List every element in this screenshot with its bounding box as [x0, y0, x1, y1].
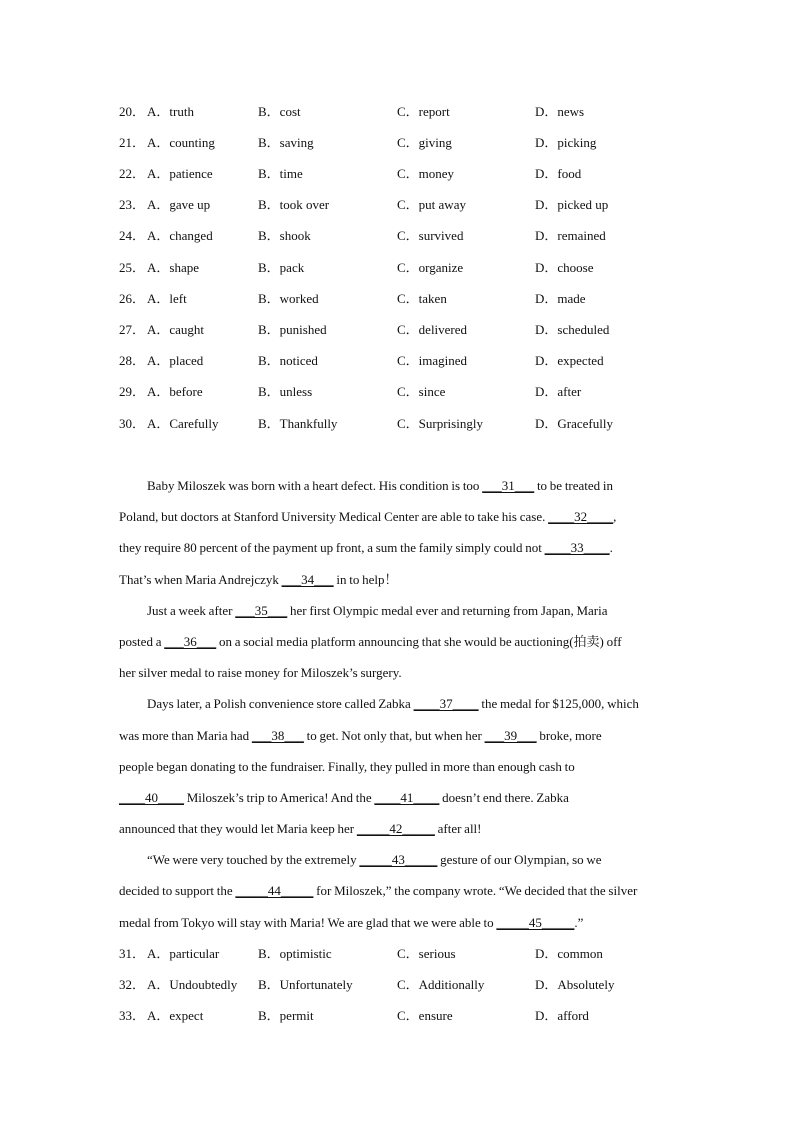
option-c: C．delivered [397, 322, 468, 337]
option-c: C．money [397, 166, 455, 181]
option-a: A．Carefully [147, 416, 219, 431]
option-d: D．Absolutely [535, 977, 615, 992]
passage-line [119, 757, 675, 788]
passage-line [119, 726, 675, 757]
option-a: A．caught [147, 322, 205, 337]
passage-text: doesn’t end there. Zabka [439, 789, 569, 805]
option-d: D．remained [535, 228, 606, 243]
passage-text: Just a week after [147, 602, 236, 618]
blank-36: ___36___ [164, 633, 217, 649]
blank-39: ___39___ [484, 727, 537, 743]
option-d: D．expected [535, 353, 604, 368]
option-a: A．before [147, 384, 203, 399]
option-a: A．expect [147, 1008, 204, 1023]
option-b: B．cost [258, 104, 301, 119]
option-b: B．worked [258, 291, 319, 306]
option-d: D．common [535, 946, 603, 961]
question-number: 26． [119, 291, 146, 306]
option-c: C．serious [397, 946, 456, 961]
option-b: B．pack [258, 260, 305, 275]
option-b: B．shook [258, 228, 311, 243]
passage-text: after all! [434, 821, 482, 837]
passage-text: her first Olympic medal ever and returning from Japan, Maria [287, 602, 608, 618]
passage-text: in to help！ [333, 571, 398, 587]
passage-text: gesture of our Olympian, so we [437, 852, 602, 868]
passage-text: Poland, but doctors at Stanford University Medical Center are able to take his case. [119, 509, 549, 525]
option-c: C．put away [397, 197, 466, 212]
option-a: A．shape [147, 260, 199, 275]
passage-line [119, 819, 675, 850]
option-a: A．left [147, 291, 187, 306]
question-number: 30． [119, 416, 146, 431]
option-c: C．survived [397, 228, 464, 243]
passage-line [119, 788, 675, 819]
option-b: B．noticed [258, 353, 318, 368]
passage-text: . [609, 540, 613, 556]
passage-line [119, 663, 675, 694]
question-number: 23． [119, 197, 146, 212]
option-d: D．news [535, 104, 585, 119]
blank-41: ____41____ [374, 789, 440, 805]
passage-line [119, 850, 675, 881]
blank-32: ____32____ [548, 509, 614, 525]
option-d: D．food [535, 166, 582, 181]
blank-42: _____42_____ [356, 821, 435, 837]
passage-text: , [613, 509, 617, 525]
option-c: C．report [397, 104, 450, 119]
passage-text: to be treated in [534, 478, 614, 493]
passage-text: her silver medal to raise money for Miloszek’s surgery. [119, 665, 402, 681]
question-number: 29． [119, 384, 146, 399]
passage-line [119, 881, 675, 912]
passage-line [119, 507, 675, 538]
passage-text: the medal for $125,000, which [478, 696, 639, 712]
option-b: B．Thankfully [258, 416, 338, 431]
option-c: C．giving [397, 135, 452, 150]
option-d: D．Gracefully [535, 416, 613, 431]
passage-text: people began donating to the fundraiser. Finally, they pulled in more than enough cash to [119, 758, 575, 774]
passage-line [119, 538, 675, 569]
option-d: D．after [535, 384, 582, 399]
passage-line [119, 601, 675, 632]
option-b: B．took over [258, 197, 330, 212]
option-b: B．optimistic [258, 946, 332, 961]
option-b: B．time [258, 166, 303, 181]
option-a: A．particular [147, 946, 220, 961]
passage-text: Miloszek’s trip to America! And the [184, 789, 375, 805]
blank-33: ____33____ [544, 540, 610, 556]
passage-text: was more than Maria had [119, 727, 252, 743]
blank-34: ___34___ [281, 571, 334, 587]
blank-43: _____43_____ [359, 852, 438, 868]
option-b: B．permit [258, 1008, 314, 1023]
option-d: D．picking [535, 135, 597, 150]
option-a: A．patience [147, 166, 213, 181]
option-c: C．Additionally [397, 977, 485, 992]
blank-40: ____40____ [119, 789, 184, 805]
passage-text: “We were very touched by the extremely [147, 852, 360, 868]
option-b: B．saving [258, 135, 314, 150]
option-a: A．counting [147, 135, 215, 150]
question-number: 24． [119, 228, 146, 243]
question-number: 32． [119, 977, 146, 992]
option-c: C．Surprisingly [397, 416, 483, 431]
question-number: 28． [119, 353, 146, 368]
passage-text: to get. Not only that, but when her [303, 727, 485, 743]
blank-45: _____45_____ [496, 914, 575, 930]
blank-44: _____44_____ [235, 883, 314, 899]
passage-text: Days later, a Polish convenience store called Zabka [147, 696, 414, 712]
option-d: D．afford [535, 1008, 589, 1023]
passage-text: posted a [119, 633, 165, 649]
passage-text: announced that they would let Maria keep her [119, 821, 357, 837]
blank-31: ___31___ [482, 478, 535, 493]
passage-line [119, 476, 675, 507]
cloze-passage [119, 476, 675, 944]
passage-text: decided to support the [119, 883, 236, 899]
passage-line [119, 913, 675, 944]
option-c: C．imagined [397, 353, 468, 368]
option-b: B．Unfortunately [258, 977, 353, 992]
option-d: D．made [535, 291, 586, 306]
passage-line [119, 694, 675, 725]
passage-text: broke, more [536, 727, 602, 743]
option-d: D．choose [535, 260, 594, 275]
option-c: C．organize [397, 260, 464, 275]
option-d: D．picked up [535, 197, 609, 212]
passage-text: on a social media platform announcing that she would be auctioning(拍卖) off [216, 633, 622, 649]
blank-35: ___35___ [235, 602, 288, 618]
option-a: A．changed [147, 228, 213, 243]
option-c: C．ensure [397, 1008, 453, 1023]
option-c: C．since [397, 384, 446, 399]
question-number: 21． [119, 135, 146, 150]
passage-line [119, 632, 675, 663]
passage-text: for Miloszek,” the company wrote. “We decided that the silver [313, 883, 638, 899]
passage-text: they require 80 percent of the payment up front, a sum the family simply could not [119, 540, 545, 556]
option-a: A．truth [147, 104, 194, 119]
question-number: 31． [119, 946, 146, 961]
question-number: 22． [119, 166, 146, 181]
question-number: 25． [119, 260, 146, 275]
option-b: B．punished [258, 322, 327, 337]
blank-37: ____37____ [413, 696, 479, 712]
question-number: 27． [119, 322, 146, 337]
passage-text: .” [574, 914, 584, 930]
option-a: A．placed [147, 353, 204, 368]
option-d: D．scheduled [535, 322, 610, 337]
option-a: A．Undoubtedly [147, 977, 238, 992]
option-c: C．taken [397, 291, 447, 306]
passage-text: medal from Tokyo will stay with Maria! We are glad that we were able to [119, 914, 497, 930]
question-number: 20． [119, 104, 146, 119]
passage-text: That’s when Maria Andrejczyk [119, 571, 282, 587]
question-number: 33． [119, 1008, 146, 1023]
option-a: A．gave up [147, 197, 211, 212]
passage-line [119, 570, 675, 601]
blank-38: ___38___ [251, 727, 304, 743]
option-b: B．unless [258, 384, 313, 399]
passage-text: Baby Miloszek was born with a heart defect. His condition is too [147, 478, 483, 493]
